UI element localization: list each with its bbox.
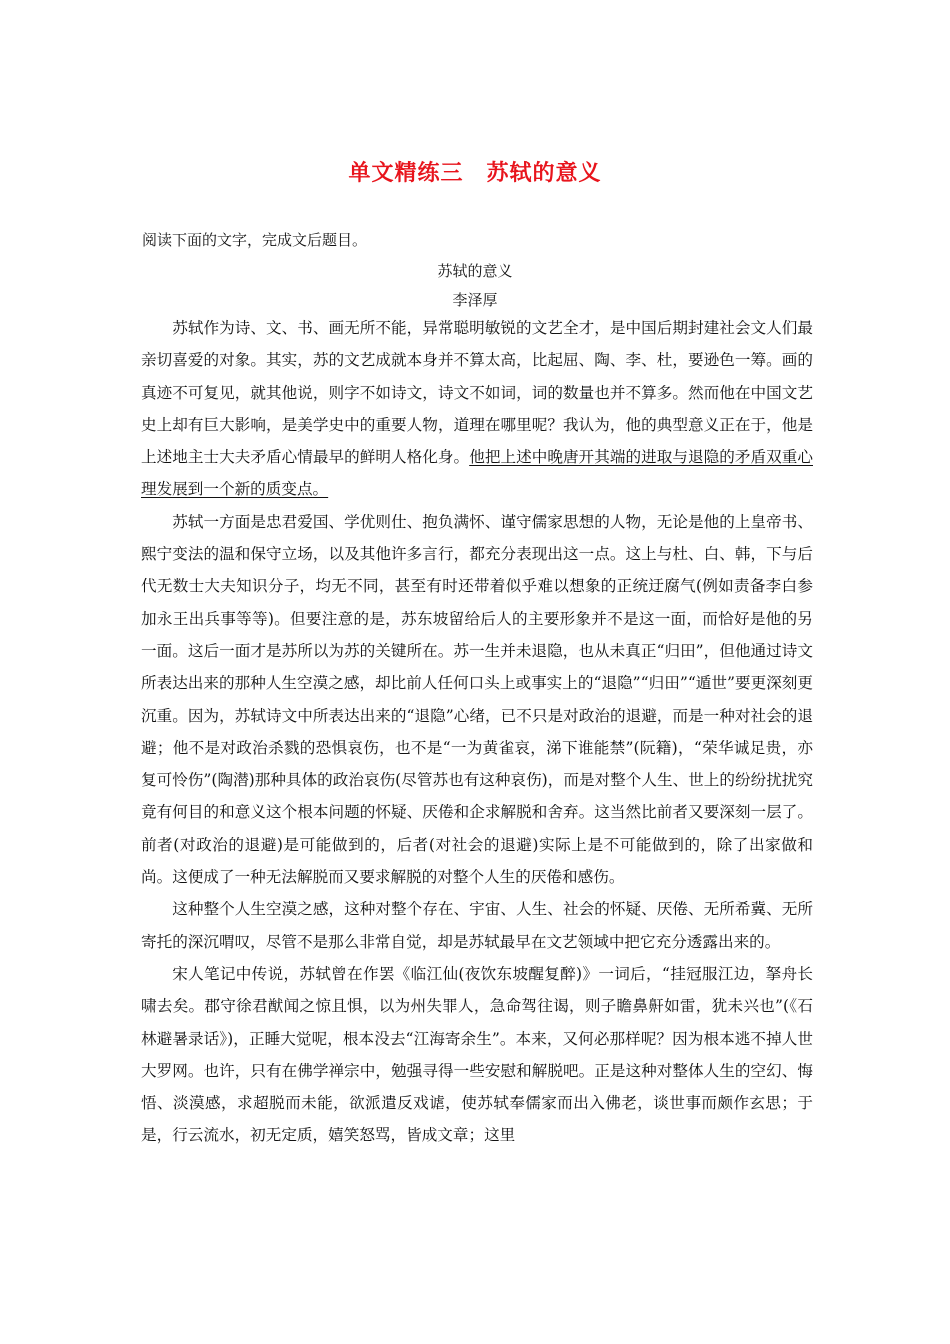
paragraph-1: [141, 312, 813, 506]
paragraph-4: 宋人笔记中传说，苏轼曾在作罢《临江仙(夜饮东坡醒复醉)》一词后，“挂冠服江边，拏舟长啸去矣。郡守徐君猷闻之惊且惧，以为州失罪人，急命驾往谒，则子瞻鼻鼾如雷，犹未兴也”(《石林避暑录话》)，正睡大觉呢，根本没去“江海寄余生”。本来，又何必那样呢？因为根本逃不掉人世大罗网。也许，只有在佛学禅宗中，勉强寻得一些安慰和解脱吧。正是这种对整体人生的空幻、悔悟、淡漠感，求超脱而未能，欲派遣反戏谑，使苏轼奉儒家而出入佛老，谈世事而颇作玄思；于是，行云流水，初无定质，嬉笑怒骂，皆成文章；这里: [141, 964, 813, 1145]
article-body: [141, 312, 813, 1152]
paragraph-2: 苏轼一方面是忠君爱国、学优则仕、抱负满怀、谨守儒家思想的人物，无论是他的上皇帝书、熙宁变法的温和保守立场，以及其他许多言行，都充分表现出这一点。这上与杜、白、韩，下与后代无数士大夫知识分子，均无不同，甚至有时还带着似乎难以想象的正统迂腐气(例如责备李白参加永王出兵事等等)。但要注意的是，苏东坡留给后人的主要形象并不是这一面，而恰好是他的另一面。这后一面才是苏所以为苏的关键所在。苏一生并未退隐，也从未真正“归田”，但他通过诗文所表达出来的那种人生空漠之感，却比前人任何口头上或事实上的“退隐”“归田”“遁世”要更深刻更沉重。因为，苏轼诗文中所表达出来的“退隐”心绪，已不只是对政治的退避，而是一种对社会的退避；他不是对政治杀戮的恐惧哀伤，也不是“一为黄雀哀，涕下谁能禁”(阮籍)，“荣华诚足贵，亦复可怜伤”(陶潜)那种具体的政治哀伤(尽管苏也有这种哀伤)，而是对整个人生、世上的纷纷扰扰究竟有何目的和意义这个根本问题的怀疑、厌倦和企求解脱和舍弃。这当然比前者又要深刻一层了。前者(对政治的退避)是可能做到的，后者(对社会的退避)实际上是不可能做到的，除了出家做和尚。这便成了一种无法解脱而又要求解脱的对整个人生的厌倦和感伤。: [141, 512, 813, 887]
article-title: 苏轼的意义: [437, 262, 513, 280]
article-author: 李泽厚: [452, 291, 498, 309]
underlined-sentence: 他把上述中晚唐开其端的进取与退隐的矛盾双重心理发展到一个新的质变点。: [141, 448, 813, 499]
reading-instruction: 阅读下面的文字，完成文后题目。: [142, 231, 368, 249]
paragraph-3: 这种整个人生空漠之感，这种对整个存在、宇宙、人生、社会的怀疑、厌倦、无所希冀、无所寄托的深沉喟叹，尽管不是那么非常自觉，却是苏轼最早在文艺领域中把它充分透露出来的。: [141, 900, 813, 951]
page-title: 单文精练三 苏轼的意义: [348, 161, 602, 186]
paragraph-1-text: 苏轼作为诗、文、书、画无所不能，异常聪明敏锐的文艺全才，是中国后期封建社会文人们最亲切喜爱的对象。其实，苏的文艺成就本身并不算太高，比起屈、陶、李、杜，要逊色一筹。画的真迹不可复见，就其他说，则字不如诗文，诗文不如词，词的数量也并不算多。然而他在中国文艺史上却有巨大影响，是美学史中的重要人物，道理在哪里呢？我认为，他的典型意义正在于，他是上述地主士大夫矛盾心情最早的鲜明人格化身。: [141, 319, 813, 467]
